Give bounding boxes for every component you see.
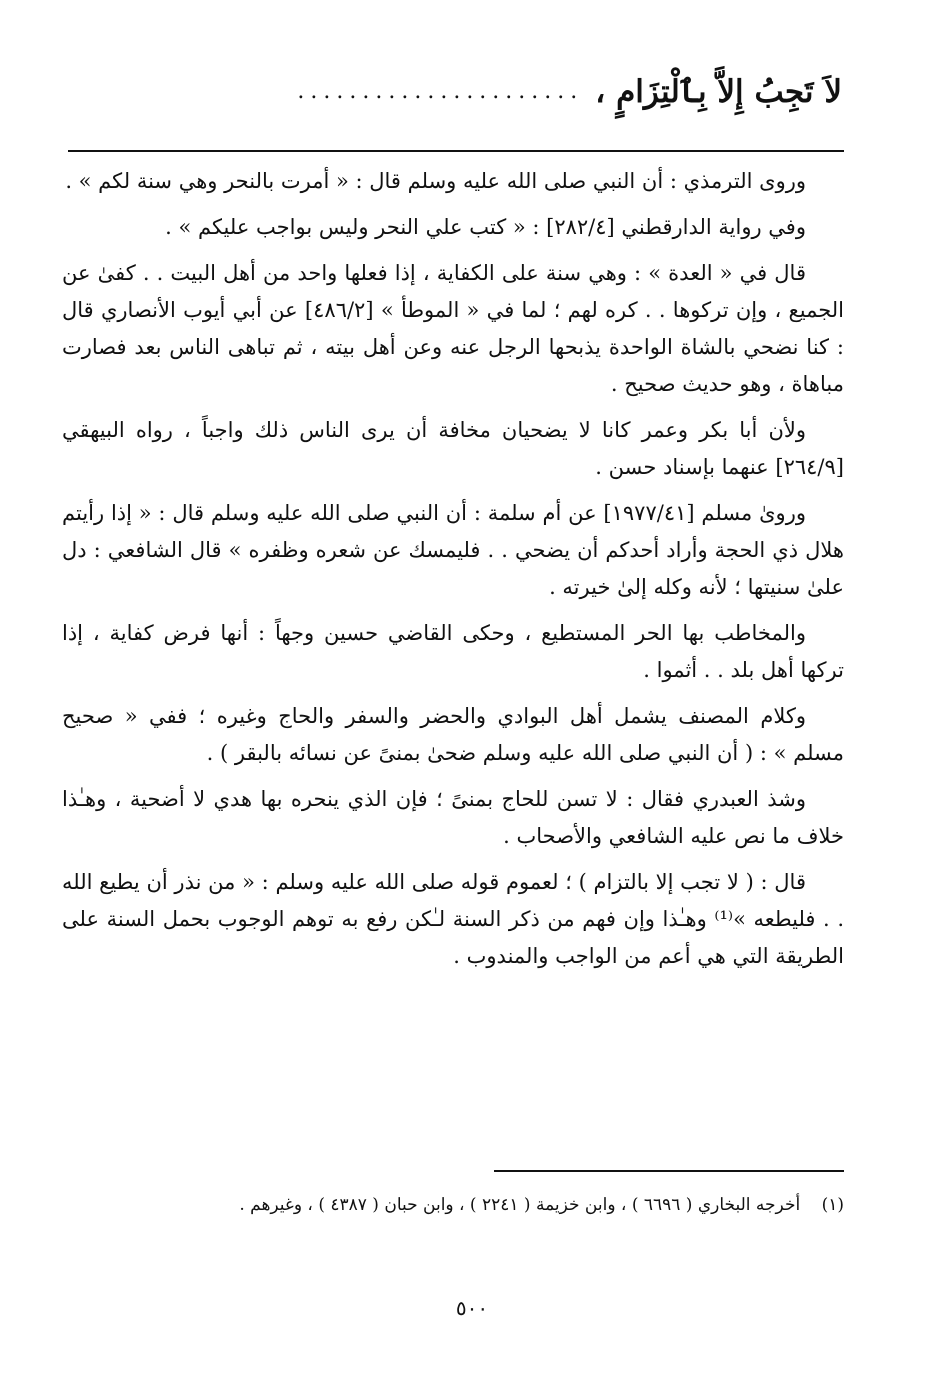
leader-dots: ...................... [297, 79, 584, 104]
footnote-rule [494, 1170, 844, 1172]
paragraph-3: قال في « العدة » : وهي سنة على الكفاية ، إذا فعلها واحد من أهل البيت . . كفىٰ عن الجميع ، وإن تركوها . . كره لهم ؛ لما في « الموطأ » [٤٨٦/٢] عن أبي أيوب الأنصاري قال : كنا نضحي بالشاة الواحدة يذبحها الرجل عنه وعن أهل بيته ، ثم تباهى الناس بعد فصارت مباهاة ، وهو حديث صحيح . [62, 261, 844, 396]
paragraph-4: ولأن أبا بكر وعمر كانا لا يضحيان مخافة أن يرى الناس ذلك واجباً ، رواه البيهقي [٢٦٤/٩] عنهما بإسناد حسن . [62, 418, 844, 479]
running-header [70, 62, 842, 122]
running-title: لاَ تَجِبُ إِلاَّ بِٱلْتِزَامٍ ، [595, 74, 842, 110]
footnote-number: (١) [821, 1195, 844, 1215]
page-number: ٥٠٠ [455, 1296, 489, 1320]
paragraph-5: وروىٰ مسلم [١٩٧٧/٤١] عن أم سلمة : أن النبي صلى الله عليه وسلم قال : « إذا رأيتم هلال ذي الحجة وأراد أحدكم أن يضحي . . فليمسك عن شعره وظفره » قال الشافعي : دل علىٰ سنيتها ؛ لأنه وكله إلىٰ خيرته . [62, 501, 844, 599]
paragraph-7: وكلام المصنف يشمل أهل البوادي والحضر والسفر والحاج وغيره ؛ ففي « صحيح مسلم » : ( أن النبي صلى الله عليه وسلم ضحىٰ بمنىً عن نسائه بالبقر ) . [62, 704, 844, 765]
footnote-text: أخرجه البخاري ( ٦٦٩٦ ) ، وابن خزيمة ( ٢٢٤١ ) ، وابن حبان ( ٤٣٨٧ ) ، وغيرهم . [239, 1195, 801, 1215]
paragraph-2: وفي رواية الدارقطني [٢٨٢/٤] : « كتب علي النحر وليس بواجب عليكم » . [165, 215, 806, 239]
footnotes [62, 1190, 844, 1220]
paragraph-9: قال : ( لا تجب إلا بالتزام ) ؛ لعموم قوله صلى الله عليه وسلم : « من نذر أن يطيع الله . . فليطعه »⁽¹⁾ وهـٰذا وإن فهم من ذكر السنة لـٰكن رفع به توهم الوجوب بحمل السنة على الطريقة التي هي أعم من الواجب والمندوب . [62, 870, 844, 968]
paragraph-1: وروى الترمذي : أن النبي صلى الله عليه وسلم قال : « أمرت بالنحر وهي سنة لكم » . [65, 169, 806, 193]
paragraph-8: وشذ العبدري فقال : لا تسن للحاج بمنىً ؛ فإن الذي ينحره بها هدي لا أضحية ، وهـٰذا خلاف ما نص عليه الشافعي والأصحاب . [62, 787, 844, 848]
header-rule [68, 150, 844, 152]
main-text [62, 163, 844, 984]
footnote-item [62, 1190, 844, 1220]
paragraph-6: والمخاطب بها الحر المستطيع ، وحكى القاضي حسين وجهاً : أنها فرض كفاية ، إذا تركها أهل بلد . . أثموا . [62, 621, 844, 682]
